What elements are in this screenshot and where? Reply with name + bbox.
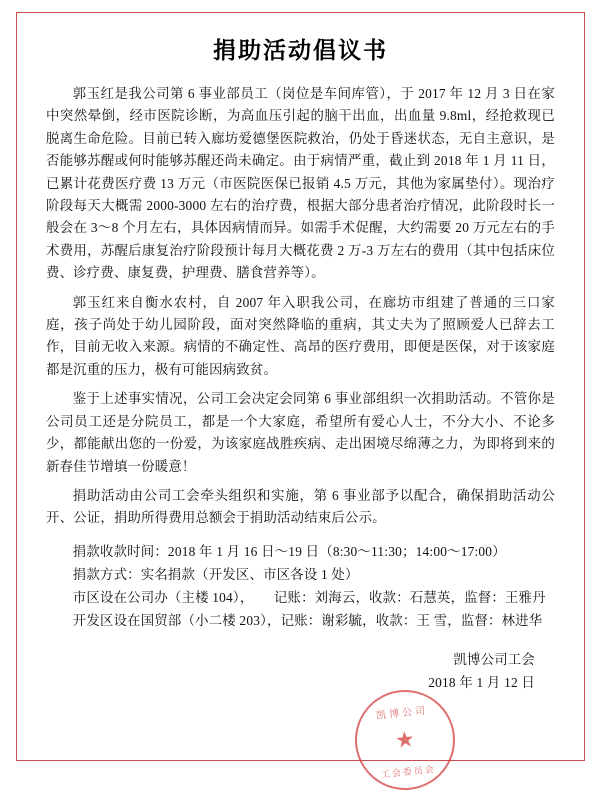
donation-method-line: 捐款方式：实名捐款（开发区、市区各设 1 处） (72, 566, 359, 582)
seal-top-text: 凯博公司 (375, 705, 429, 722)
seal-bottom-text: 工会委员会 (380, 763, 437, 780)
signature-block (46, 648, 555, 694)
star-icon: ★ (393, 726, 417, 753)
page-title: 捐助活动倡议书 (213, 38, 388, 63)
official-seal-stamp (350, 685, 460, 795)
paragraph-1: 郭玉红是我公司第 6 事业部员工（岗位是车间库管），于 2017 年 12 月 3 日在家中突然晕倒，经市医院诊断，为高血压引起的脑干出血，出血量 9.8ml，经抢救现已脱离生命危险。目前已转入廊坊爱德堡医院救治，仍处于昏迷状态，无自主意识，是否能够苏醒或何时能够苏醒还尚未确定。由于病情严重，截止到 2018 年 1 月 11 日，已累计花费医疗费 13 万元（市医院医保已报销 4.5 万元，其他为家属垫付）。现治疗阶段每天大概需 2000-3000 左右的治疗费，根据大部分患者治疗情况，此阶段时长一般会在 3～8 个月左右，具体因病情而异。如需手术促醒，大约需要 20 万元左右的手术费用，苏醒后康复治疗阶段预计每月大概花费 2 万-3 万左右的费用（其中包括床位费、诊疗费、康复费，护理费、膳食营养等）。 (46, 86, 555, 281)
paragraph-3: 鉴于上述事实情况，公司工会决定会同第 6 事业部组织一次捐助活动。不管你是公司员工还是分院员工，都是一个大家庭，希望所有爱心人士，不分大小、不论多少，都能献出您的一份爱，为该家庭战胜疾病、走出困境尽绵薄之力，为即将到来的新春佳节增填一份暖意！ (46, 391, 555, 474)
donation-time-line: 捐款收款时间：2018 年 1 月 16 日～19 日（8:30～11:30；14:00～17:00） (72, 543, 506, 559)
paragraph-2: 郭玉红来自衡水农村，自 2007 年入职我公司，在廊坊市组建了普通的三口家庭，孩子尚处于幼儿园阶段，面对突然降临的重病，其丈夫为了照顾爱人已辞去工作，目前无收入来源。病情的不确定性、高昂的医疗费用，即便是医保，对于该家庭都是沉重的压力，极有可能因病致贫。 (46, 294, 555, 377)
signature-org: 凯博公司工会 (453, 651, 535, 667)
donation-details (46, 540, 555, 632)
development-zone-location-line: 开发区设在国贸部（小二楼 203），记账：谢彩毓，收款：王 雪，监督：林进华 (72, 612, 543, 628)
seal-inner (352, 687, 458, 793)
signature-date: 2018 年 1 月 12 日 (428, 674, 535, 690)
paragraph-4: 捐助活动由公司工会牵头组织和实施，第 6 事业部予以配合，确保捐助活动公开、公证，捐助所得费用总额会于捐助活动结束后公示。 (46, 487, 555, 526)
city-location-line: 市区设在公司办（主楼 104）， 记账：刘海云，收款：石慧英，监督：王雅丹 (72, 589, 546, 605)
